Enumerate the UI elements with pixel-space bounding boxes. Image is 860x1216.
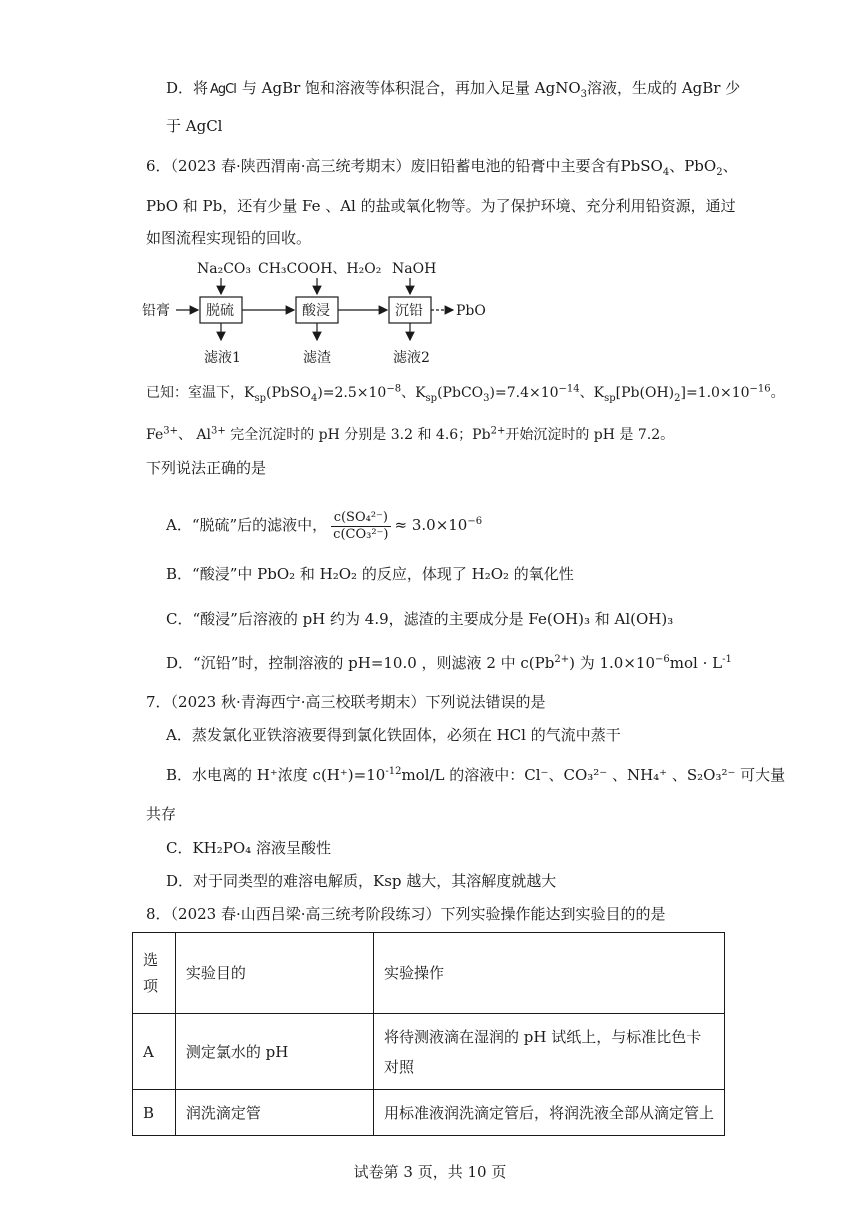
known-2b: (PbCO bbox=[437, 385, 484, 401]
q8-table-header-row bbox=[133, 933, 725, 1014]
q5-d-text-mid: 与 AgBr 饱和溶液等体积混合，再加入足量 AgNO bbox=[241, 79, 581, 97]
flow-reagent1: Na₂CO₃ bbox=[197, 261, 252, 277]
q7-option-b bbox=[166, 765, 785, 785]
flow-step1: 脱硫 bbox=[206, 303, 234, 319]
ions-line-end: 开始沉淀时的 pH 是 7.2。 bbox=[505, 427, 675, 443]
flow-out3: 滤液2 bbox=[393, 350, 430, 366]
q5-option-d-line2: 于 AgCl bbox=[166, 117, 223, 135]
flow-step2: 酸浸 bbox=[302, 303, 330, 319]
known-2c: )=7.4×10 bbox=[489, 385, 559, 401]
q6-stem-line2: PbO 和 Pb，还有少量 Fe 、Al 的盐或氧化物等。为了保护环境、充分利用铅资源，通过 bbox=[146, 197, 736, 215]
q6-flow-diagram bbox=[140, 254, 500, 370]
q6-option-a bbox=[166, 505, 482, 545]
q8-row-a-goal: 测定氯水的 pH bbox=[175, 1014, 373, 1090]
known-3b: [Pb(OH) bbox=[615, 385, 675, 401]
known-end: 。 bbox=[770, 385, 785, 401]
q7-option-d: D．对于同类型的难溶电解质，Ksp 越大，其溶解度就越大 bbox=[166, 872, 557, 890]
q6-pbso4: PbSO bbox=[620, 157, 663, 175]
q5-d-text-pre: D．将 bbox=[166, 79, 209, 97]
q6-d-post: ) 为 1.0×10 bbox=[569, 654, 656, 672]
known-3: 、K bbox=[579, 385, 605, 401]
q6-a-denominator: c(CO₃²⁻) bbox=[333, 526, 389, 542]
q8-row-b-operation: 用标准液润洗滴定管后，将润洗液全部从滴定管上 bbox=[373, 1090, 724, 1136]
known-exp3: −16 bbox=[749, 383, 771, 395]
known-pre: 已知：室温下，K bbox=[146, 385, 255, 401]
q7-b-post: mol/L 的溶液中：Cl⁻、CO₃²⁻ 、NH₄⁺ 、S₂O₃²⁻ 可大量 bbox=[401, 766, 786, 784]
q6-sep: 、 bbox=[669, 157, 685, 175]
ions-line-text: 完全沉淀时的 pH 分别是 3.2 和 4.6；Pb bbox=[230, 427, 491, 443]
known-exp1: −8 bbox=[386, 383, 402, 395]
q5-d-agcl: AgCl bbox=[210, 82, 236, 97]
known-sp2: sp bbox=[425, 392, 438, 404]
q6-known-ksp: 已知：室温下，$K_{sp}(PbSO_4)=2.5\times 10^{-8}$、$K_{sp}(PbCO_3)=7.4\times 10^{-14}$、$K_{sp}[Pb(OH)_2]=1.0\times 10^{-16}$。 bbox=[146, 383, 785, 404]
flow-step3: 沉铅 bbox=[395, 303, 423, 319]
q8-header-option: 选项 bbox=[133, 933, 176, 1014]
q8-row-a-operation: 将待测液滴在湿润的 pH 试纸上，与标准比色卡对照 bbox=[373, 1014, 724, 1090]
flow-reagent3: NaOH bbox=[392, 261, 437, 277]
q6-question: 下列说法正确的是 bbox=[146, 459, 267, 477]
flow-input: 铅膏 bbox=[142, 303, 170, 319]
q6-a-fraction bbox=[331, 510, 390, 543]
known-2: 、K bbox=[401, 385, 426, 401]
q7-option-c: C．KH₂PO₄ 溶液呈酸性 bbox=[166, 839, 331, 857]
known-1: (PbSO bbox=[266, 385, 311, 401]
q6-d-pre: D．“沉铅”时，控制溶液的 pH=10.0 ，则滤液 2 中 c(Pb bbox=[166, 654, 555, 672]
known-exp2: −14 bbox=[558, 383, 580, 395]
q6-option-c: C．“酸浸”后溶液的 pH 约为 4.9，滤渣的主要成分是 Fe(OH)₃ 和 Al(OH)₃ bbox=[166, 610, 674, 628]
known-sp3: sp bbox=[604, 392, 616, 404]
q6-pbo2: PbO bbox=[684, 157, 717, 175]
known-1b: )=2.5×10 bbox=[317, 385, 387, 401]
known-3c: ]=1.0×10 bbox=[680, 385, 750, 401]
q6-stem-pre: 6．（2023 春·陕西渭南·高三统考期末）废旧铅蓄电池的铅膏中主要含有 bbox=[146, 157, 621, 175]
flow-reagent2: CH₃COOH、H₂O₂ bbox=[258, 261, 382, 277]
q8-table bbox=[132, 932, 725, 1136]
q6-option-d: D．“沉铅”时，控制溶液的 pH=10.0 ，则滤液 2 中 $c(Pb^{2+})$ 为 $1.0\times 10^{-6}mol \cdot L^{-1}$ bbox=[166, 654, 732, 672]
q6-a-post: ≈ 3.0×10 bbox=[394, 516, 468, 534]
q7-b-exp: -12 bbox=[385, 766, 402, 777]
q6-a-numerator: c(SO₄²⁻) bbox=[331, 510, 390, 527]
q6-stem-line1: 6．（2023 春·陕西渭南·高三统考期末）废旧铅蓄电池的铅膏中主要含有PbSO$_4$、PbO$_2$、 bbox=[146, 157, 738, 178]
q6-d-unit: mol · L bbox=[669, 654, 723, 672]
q8-header-goal: 实验目的 bbox=[175, 933, 373, 1014]
q6-a-pre: A．“脱硫”后的滤液中， bbox=[166, 516, 328, 534]
page-footer: 试卷第 3 页，共 10 页 bbox=[353, 1163, 507, 1181]
q5-option-d-line1 bbox=[166, 78, 740, 100]
q6-ions-line: $Fe^{3+}$、 $Al^{3+}$ 完全沉淀时的 pH 分别是 3.2 和 4.6；$Pb^{2+}$开始沉淀时的 pH 是 7.2。 bbox=[146, 425, 675, 443]
known-sp1: sp bbox=[254, 392, 267, 404]
q6-a-exp: −6 bbox=[467, 516, 483, 527]
q7-stem: 7．（2023 秋·青海西宁·高三校联考期末）下列说法错误的是 bbox=[146, 693, 546, 711]
q8-row-a-option: A bbox=[133, 1014, 176, 1090]
q7-option-a: A．蒸发氯化亚铁溶液要得到氯化铁固体，必须在 HCl 的气流中蒸干 bbox=[166, 726, 621, 744]
table-row bbox=[133, 1014, 725, 1090]
q5-d-sub3: 3 bbox=[580, 89, 588, 100]
flow-output: PbO bbox=[456, 303, 486, 319]
q8-header-operation: 实验操作 bbox=[373, 933, 724, 1014]
q8-row-b-goal: 润洗滴定管 bbox=[175, 1090, 373, 1136]
q8-stem: 8．（2023 春·山西吕梁·高三统考阶段练习）下列实验操作能达到实验目的的是 bbox=[146, 905, 666, 923]
q6-option-b: B．“酸浸”中 PbO₂ 和 H₂O₂ 的反应，体现了 H₂O₂ 的氧化性 bbox=[166, 565, 574, 583]
table-row bbox=[133, 1090, 725, 1136]
q8-row-b-option: B bbox=[133, 1090, 176, 1136]
q6-stem-line3: 如图流程实现铅的回收。 bbox=[146, 229, 312, 247]
flow-out2: 滤渣 bbox=[303, 350, 331, 366]
q5-d-text-post: 溶液，生成的 AgBr 少 bbox=[587, 79, 741, 97]
q7-b-pre: B．水电离的 H⁺浓度 c(H⁺)=10 bbox=[166, 766, 386, 784]
flow-out1: 滤液1 bbox=[204, 350, 241, 366]
q7-option-b-line2: 共存 bbox=[146, 805, 177, 823]
q6-d-exp: −6 bbox=[655, 654, 670, 665]
